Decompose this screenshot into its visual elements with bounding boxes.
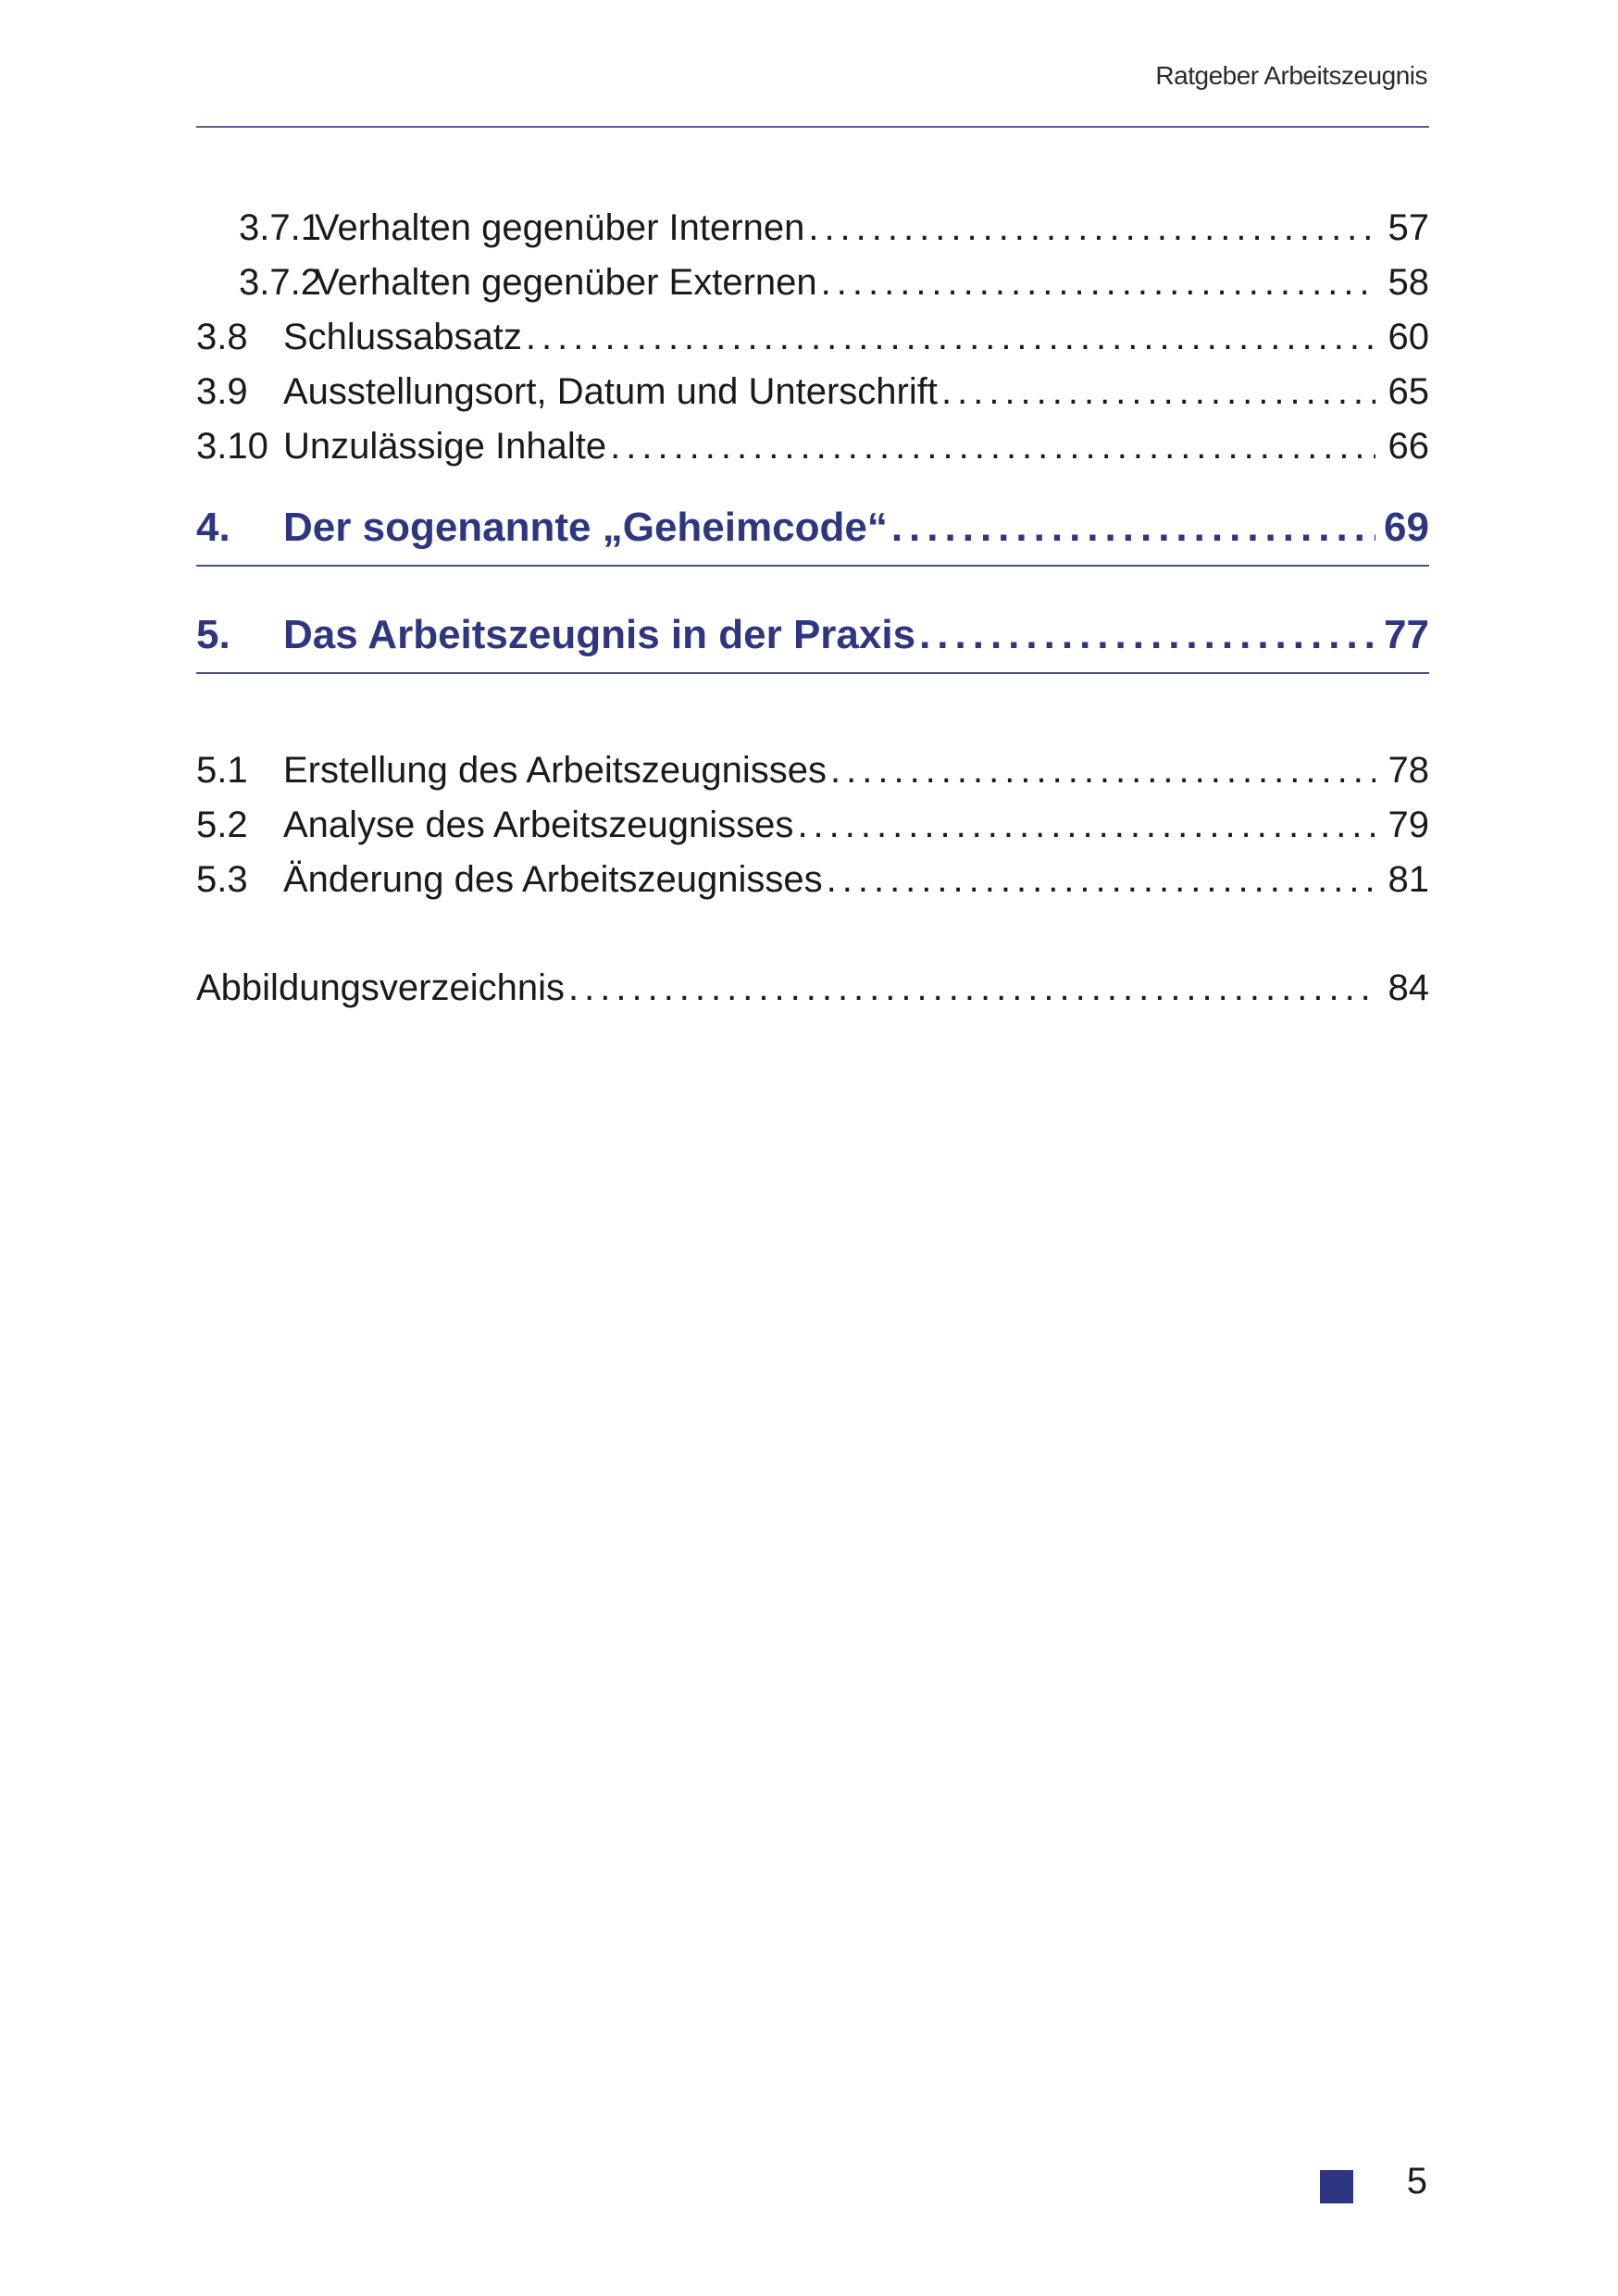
toc-entry-title: Ausstellungsort, Datum und Unterschrift (283, 371, 938, 412)
toc-entry[interactable] (196, 803, 1429, 847)
toc-entry-page: 78 (1388, 750, 1429, 791)
toc-entry-number: 3.8 (196, 317, 248, 357)
header-rule (196, 126, 1429, 128)
toc-entry-title: Verhalten gegenüber Internen (315, 207, 805, 248)
toc-entry[interactable] (196, 857, 1429, 902)
toc-entry-title: Unzulässige Inhalte (283, 426, 607, 467)
toc-entry[interactable] (196, 206, 1429, 250)
toc-entry-page: 57 (1388, 207, 1429, 248)
chapter-rule (196, 672, 1429, 674)
toc-entry-page: 60 (1388, 317, 1429, 357)
toc-dot-leader (821, 260, 1375, 305)
toc-entry-number: 5.3 (196, 859, 248, 900)
toc-entry-page: 66 (1388, 426, 1429, 467)
toc-dot-leader (891, 504, 1375, 552)
toc-entry-title: Änderung des Arbeitszeugnisses (283, 859, 823, 900)
toc-chapter-title: Der sogenannte „Geheimcode“ (283, 505, 888, 550)
toc-entry-number: 3.7.1 (239, 207, 321, 248)
toc-dot-leader (797, 803, 1375, 847)
toc-entry-number: 5.1 (196, 750, 248, 791)
page-number: 5 (1406, 2161, 1427, 2202)
toc-entry-page: 81 (1388, 859, 1429, 900)
toc-chapter-title: Das Arbeitszeugnis in der Praxis (283, 612, 916, 657)
chapter-rule (196, 565, 1429, 567)
toc-chapter-page: 69 (1384, 505, 1429, 550)
toc-chapter-entry[interactable] (196, 504, 1429, 552)
toc-dot-leader (919, 611, 1375, 659)
toc-dot-leader (830, 748, 1375, 792)
toc-entry[interactable] (196, 369, 1429, 414)
toc-entry-title: Schlussabsatz (283, 317, 522, 357)
toc-entry[interactable] (196, 966, 1429, 1010)
toc-dot-leader (941, 369, 1375, 414)
toc-chapter-page: 77 (1384, 612, 1429, 657)
toc-chapter-number: 5. (196, 612, 230, 657)
toc-dot-leader (610, 424, 1375, 468)
toc-dot-leader (568, 966, 1375, 1010)
page-marker-square (1320, 2170, 1353, 2203)
toc-entry-page: 58 (1388, 262, 1429, 303)
toc-chapter-entry[interactable] (196, 611, 1429, 659)
toc-entry-title: Abbildungsverzeichnis (196, 967, 566, 1008)
toc-chapter-number: 4. (196, 505, 230, 550)
toc-dot-leader (808, 206, 1375, 250)
toc-entry-title: Verhalten gegenüber Externen (315, 262, 817, 303)
toc-entry-number: 3.7.2 (239, 262, 321, 303)
toc-entry-number: 3.9 (196, 371, 248, 412)
toc-entry-page: 79 (1388, 805, 1429, 845)
toc-entry-page: 84 (1388, 967, 1429, 1008)
toc-dot-leader (827, 857, 1375, 902)
toc-entry-page: 65 (1388, 371, 1429, 412)
toc-entry[interactable] (196, 748, 1429, 792)
toc-entry-number: 5.2 (196, 805, 248, 845)
toc-entry[interactable] (196, 424, 1429, 468)
toc-entry-number: 3.10 (196, 426, 268, 467)
toc-entry[interactable] (196, 260, 1429, 305)
running-header: Ratgeber Arbeitszeugnis (1155, 61, 1427, 90)
toc-entry-title: Erstellung des Arbeitszeugnisses (283, 750, 827, 791)
toc-entry[interactable] (196, 315, 1429, 359)
toc-dot-leader (526, 315, 1375, 359)
toc-entry-title: Analyse des Arbeitszeugnisses (283, 805, 794, 845)
